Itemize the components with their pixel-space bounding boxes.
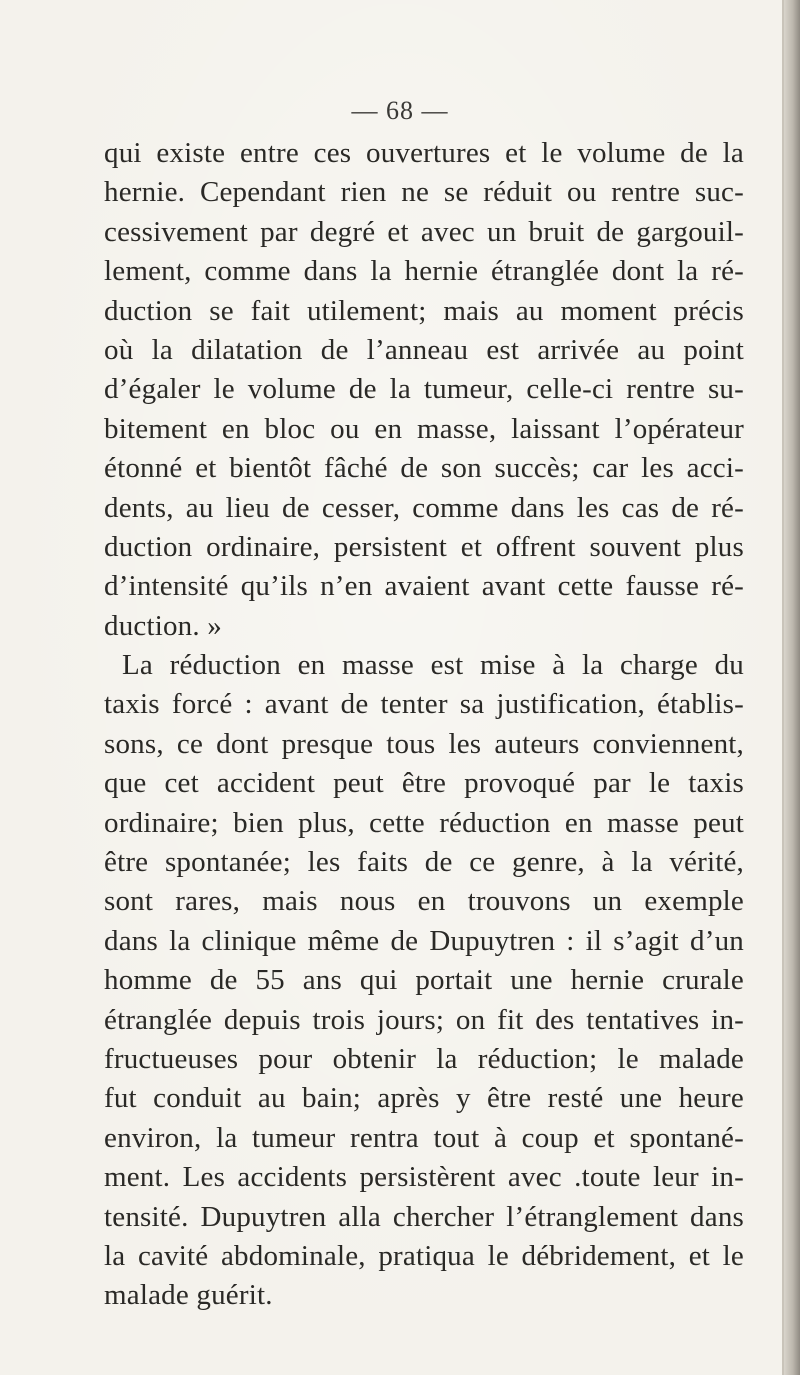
text-line: malade guérit. xyxy=(104,1279,273,1312)
text-line: fructueuses pour obtenir la réduction; le malade xyxy=(104,1042,744,1075)
text-line: fut conduit au bain; après y être resté une heure xyxy=(104,1082,744,1115)
text-line: tensité. Dupuytren alla chercher l’étranglement dans xyxy=(104,1200,744,1233)
text-line: sont rares, mais nous en trouvons un exemple xyxy=(104,885,744,918)
text-line: duction ordinaire, persistent et offrent souvent plus xyxy=(104,530,744,563)
text-line: cessivement par degré et avec un bruit de gargouil- xyxy=(104,215,744,248)
text-line: étonné et bientôt fâché de son succès; car les acci- xyxy=(104,452,744,485)
text-line: hernie. Cependant rien ne se réduit ou rentre suc- xyxy=(104,176,744,209)
text-line: bitement en bloc ou en masse, laissant l’opérateur xyxy=(104,412,744,445)
text-line: sons, ce dont presque tous les auteurs conviennent, xyxy=(104,727,744,760)
page-number: — 68 — xyxy=(351,96,449,125)
text-line: être spontanée; les faits de ce genre, à la vérité, xyxy=(104,846,744,879)
text-line: dents, au lieu de cesser, comme dans les cas de ré- xyxy=(104,491,744,524)
body-text xyxy=(104,134,744,1316)
text-line: la cavité abdominale, pratiqua le débridement, et le xyxy=(104,1239,744,1272)
text-line: que cet accident peut être provoqué par le taxis xyxy=(104,767,744,800)
text-line: duction se fait utilement; mais au moment précis xyxy=(104,294,744,327)
text-line: lement, comme dans la hernie étranglée dont la ré- xyxy=(104,255,744,288)
text-line: où la dilatation de l’anneau est arrivée au point xyxy=(104,333,744,366)
page-edge-shadow xyxy=(784,0,800,1375)
text-line: duction. » xyxy=(104,609,222,642)
text-line: d’intensité qu’ils n’en avaient avant cette fausse ré- xyxy=(104,570,744,603)
text-line: ment. Les accidents persistèrent avec .toute leur in- xyxy=(104,1161,744,1194)
text-line: d’égaler le volume de la tumeur, celle-ci rentre su- xyxy=(104,373,744,406)
text-line: dans la clinique même de Dupuytren : il s’agit d’un xyxy=(104,924,744,957)
text-line: environ, la tumeur rentra tout à coup et spontané- xyxy=(104,1121,744,1154)
text-line: qui existe entre ces ouvertures et le volume de la xyxy=(104,137,744,169)
text-line: ordinaire; bien plus, cette réduction en masse peut xyxy=(104,806,744,839)
text-line: La réduction en masse est mise à la charge du xyxy=(122,649,744,682)
text-line: homme de 55 ans qui portait une hernie crurale xyxy=(104,964,744,997)
text-line: étranglée depuis trois jours; on fit des tentatives in- xyxy=(104,1003,744,1036)
text-line: taxis forcé : avant de tenter sa justification, établis- xyxy=(104,688,744,721)
